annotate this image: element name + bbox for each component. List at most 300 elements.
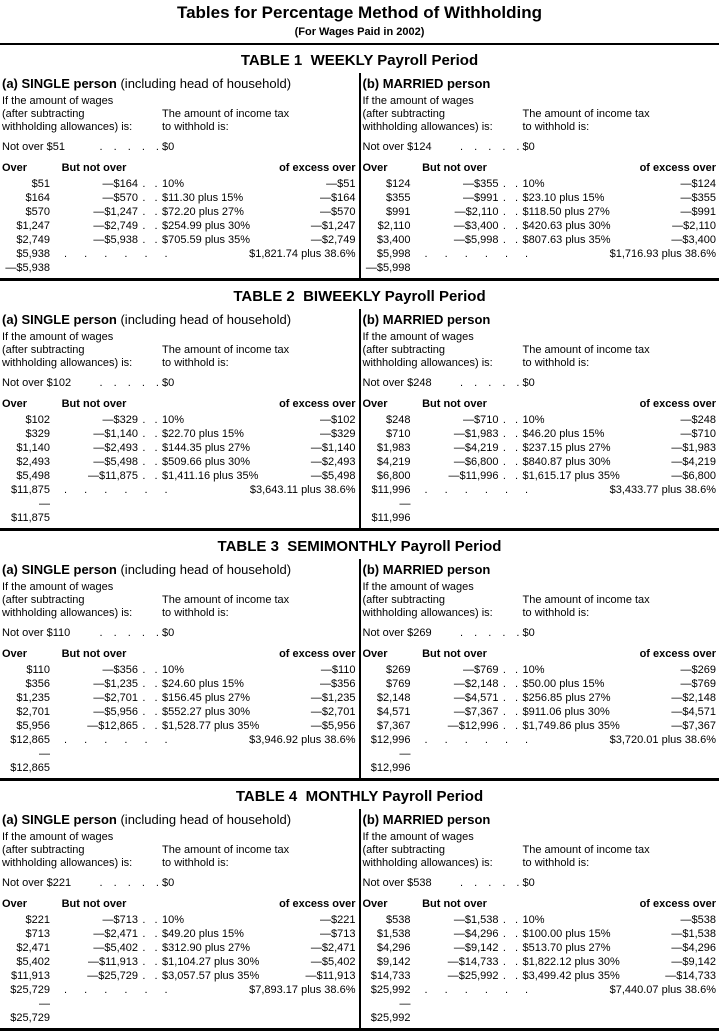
over-value: $538 <box>363 913 411 927</box>
table-body <box>0 73 719 278</box>
dot-leader: . . . . . <box>460 877 520 889</box>
not-over-label: Not over <box>363 377 405 389</box>
but-not-over-value: —$11,913 <box>50 955 138 969</box>
over-value: $9,142 <box>363 955 411 969</box>
dot-leader <box>162 247 249 261</box>
wages-line-3: withholding allowances) is: <box>2 857 162 870</box>
excess-over-value: —$2,148 <box>671 691 716 705</box>
tax-formula: $23.10 plus 15% <box>523 191 681 205</box>
over-value: $329 <box>2 427 50 441</box>
excess-over-value: —$570 <box>320 205 355 219</box>
dot-leader: . . <box>138 413 162 427</box>
over-value: $5,956 <box>2 719 50 733</box>
column-header-but-not-over: But not over <box>411 648 499 661</box>
tax-line-2: to withhold is: <box>523 357 650 370</box>
excess-over-value: —$5,498 <box>311 469 356 483</box>
not-over-label: Not over <box>2 141 44 153</box>
wages-description <box>2 331 162 370</box>
column-header-of-excess-over: of excess over <box>523 648 717 661</box>
dot-leader: . . <box>138 427 162 441</box>
but-not-over-value: . . . . . . <box>50 983 162 997</box>
header-rule <box>0 43 719 45</box>
table-body <box>0 559 719 778</box>
over-value: $5,938 <box>2 247 50 261</box>
but-not-over-value: —$1,140 <box>50 427 138 441</box>
column-header-of-excess-over: of excess over <box>523 162 717 175</box>
excess-over-value: —$2,701 <box>311 705 356 719</box>
dot-leader: . . <box>138 177 162 191</box>
wages-description <box>363 581 523 620</box>
bracket-row <box>363 455 717 469</box>
tax-formula: $509.66 plus 30% <box>162 455 311 469</box>
excess-over-value: —$5,998 <box>363 261 411 275</box>
bracket-row <box>363 191 717 205</box>
tax-formula: 10% <box>523 177 681 191</box>
dot-leader: . . <box>138 969 162 983</box>
but-not-over-value: —$1,235 <box>50 677 138 691</box>
but-not-over-value: —$25,992 <box>411 969 499 983</box>
bracket-row <box>2 469 356 483</box>
over-value: $124 <box>363 177 411 191</box>
dot-leader: . . <box>138 469 162 483</box>
tax-description <box>523 831 650 870</box>
dot-leader: . . <box>138 205 162 219</box>
column-header-over: Over <box>363 898 411 911</box>
bracket-rows <box>2 413 356 525</box>
tax-formula: $513.70 plus 27% <box>523 941 672 955</box>
wages-line-2: (after subtracting <box>363 594 523 607</box>
over-value: $102 <box>2 413 50 427</box>
bracket-row <box>363 663 717 677</box>
dot-leader: . . <box>138 441 162 455</box>
not-over-label: Not over <box>2 877 44 889</box>
tax-formula: $50.00 plus 15% <box>523 677 681 691</box>
not-over-row <box>363 377 717 389</box>
excess-over-value: —$1,140 <box>311 441 356 455</box>
dot-leader: . . <box>138 219 162 233</box>
over-value: $1,538 <box>363 927 411 941</box>
but-not-over-value: —$356 <box>50 663 138 677</box>
tax-line-2: to withhold is: <box>523 857 650 870</box>
column-header-over: Over <box>363 648 411 661</box>
tax-line-2: to withhold is: <box>162 607 289 620</box>
but-not-over-value: —$5,498 <box>50 455 138 469</box>
bracket-row <box>363 205 717 219</box>
excess-over-value: —$6,800 <box>671 469 716 483</box>
excess-over-value: —$12,996 <box>363 747 411 775</box>
but-not-over-value: —$710 <box>411 413 499 427</box>
but-not-over-value: . . . . . . <box>411 733 523 747</box>
over-value: $12,865 <box>2 733 50 747</box>
column-header-over: Over <box>363 162 411 175</box>
bracket-row <box>2 691 356 705</box>
over-value: $3,400 <box>363 233 411 247</box>
over-value: $11,875 <box>2 483 50 497</box>
zero-tax-value: $0 <box>523 377 535 389</box>
column-header-of-excess-over: of excess over <box>523 398 717 411</box>
over-value: $11,913 <box>2 969 50 983</box>
wages-line-1: If the amount of wages <box>2 581 162 594</box>
but-not-over-value: —$1,247 <box>50 205 138 219</box>
but-not-over-value: . . . . . . <box>50 247 162 261</box>
panel-heading-bold: (a) SINGLE person <box>2 76 117 91</box>
tax-formula: $118.50 plus 27% <box>523 205 681 219</box>
tax-formula: $911.06 plus 30% <box>523 705 672 719</box>
not-over-label: Not over <box>363 141 405 153</box>
excess-over-value: —$11,996 <box>363 497 411 525</box>
tax-description <box>162 831 289 870</box>
not-over-amount: $269 <box>407 627 431 639</box>
dot-leader: . . <box>138 691 162 705</box>
column-header-over: Over <box>2 648 50 661</box>
column-headers <box>363 398 717 411</box>
dot-leader: . . <box>499 427 523 441</box>
tax-formula: $254.99 plus 30% <box>162 219 311 233</box>
dot-leader: . . <box>499 927 523 941</box>
excess-over-value: —$2,749 <box>311 233 356 247</box>
column-headers <box>2 398 356 411</box>
bracket-row <box>2 191 356 205</box>
dot-leader: . . <box>138 663 162 677</box>
excess-over-value: —$538 <box>681 913 716 927</box>
excess-over-value: —$2,471 <box>311 941 356 955</box>
bracket-row <box>2 219 356 233</box>
bracket-row <box>2 983 356 1025</box>
wages-line-1: If the amount of wages <box>363 95 523 108</box>
bracket-rows <box>363 177 717 275</box>
tax-formula: $3,643.11 plus 38.6% <box>250 483 356 497</box>
bracket-row <box>363 983 717 1025</box>
dot-leader: . . <box>499 455 523 469</box>
excess-over-value: —$1,247 <box>311 219 356 233</box>
dot-leader: . . <box>499 955 523 969</box>
but-not-over-value: —$2,471 <box>50 927 138 941</box>
wage-conditions <box>363 581 717 620</box>
dot-leader: . . <box>138 233 162 247</box>
tax-formula: $3,946.92 plus 38.6% <box>249 733 355 747</box>
dot-leader: . . . . . <box>460 627 520 639</box>
bracket-rows <box>363 413 717 525</box>
tax-formula: $256.85 plus 27% <box>523 691 672 705</box>
panel-heading-bold: (a) SINGLE person <box>2 562 117 577</box>
but-not-over-value: —$991 <box>411 191 499 205</box>
panel-heading-bold: (b) MARRIED person <box>363 312 491 327</box>
not-over-lead <box>2 377 159 389</box>
table-title: TABLE 2 BIWEEKLY Payroll Period <box>0 288 719 305</box>
but-not-over-value: —$4,219 <box>411 441 499 455</box>
but-not-over-value: —$4,296 <box>411 927 499 941</box>
excess-over-value: —$4,219 <box>671 455 716 469</box>
over-value: $991 <box>363 205 411 219</box>
excess-over-value: —$710 <box>681 427 716 441</box>
wage-conditions <box>363 95 717 134</box>
wages-line-3: withholding allowances) is: <box>2 607 162 620</box>
not-over-lead <box>2 877 159 889</box>
wages-line-3: withholding allowances) is: <box>2 121 162 134</box>
tax-formula: $11.30 plus 15% <box>162 191 320 205</box>
bracket-row <box>363 719 717 733</box>
payroll-table-section <box>0 288 719 531</box>
column-header-of-excess-over: of excess over <box>162 898 356 911</box>
bracket-row <box>2 247 356 275</box>
bracket-row <box>363 677 717 691</box>
column-headers <box>2 898 356 911</box>
bracket-row <box>2 427 356 441</box>
not-over-row <box>363 141 717 153</box>
excess-over-value: —$4,571 <box>671 705 716 719</box>
dot-leader <box>523 733 610 747</box>
bracket-row <box>363 247 717 275</box>
not-over-label: Not over <box>2 627 44 639</box>
excess-over-value: —$110 <box>321 663 356 677</box>
tax-formula: 10% <box>162 913 320 927</box>
excess-over-value: —$991 <box>681 205 716 219</box>
bracket-row <box>2 955 356 969</box>
column-headers <box>2 648 356 661</box>
over-value: $221 <box>2 913 50 927</box>
column-header-over: Over <box>2 898 50 911</box>
over-value: $5,402 <box>2 955 50 969</box>
but-not-over-value: —$1,538 <box>411 913 499 927</box>
column-headers <box>2 162 356 175</box>
bracket-rows <box>2 913 356 1025</box>
panel-heading <box>2 562 356 577</box>
over-value: $355 <box>363 191 411 205</box>
dot-leader: . . <box>499 941 523 955</box>
wages-line-2: (after subtracting <box>363 844 523 857</box>
wages-line-3: withholding allowances) is: <box>2 357 162 370</box>
panel-heading <box>363 312 717 327</box>
married-panel <box>361 309 719 528</box>
dot-leader: . . <box>138 955 162 969</box>
column-header-but-not-over: But not over <box>50 398 138 411</box>
over-value: $25,992 <box>363 983 411 997</box>
panel-heading-rest: (including head of household) <box>117 312 291 327</box>
wages-line-3: withholding allowances) is: <box>363 357 523 370</box>
not-over-amount: $102 <box>47 377 71 389</box>
tax-description <box>523 331 650 370</box>
dot-leader: . . <box>499 219 523 233</box>
tax-formula: $807.63 plus 35% <box>523 233 672 247</box>
panel-heading <box>2 312 356 327</box>
bracket-row <box>363 233 717 247</box>
but-not-over-value: —$2,110 <box>411 205 499 219</box>
but-not-over-value: —$355 <box>411 177 499 191</box>
over-value: $11,996 <box>363 483 411 497</box>
over-value: $2,148 <box>363 691 411 705</box>
wage-conditions <box>2 581 356 620</box>
not-over-lead <box>363 377 520 389</box>
dot-leader: . . <box>499 913 523 927</box>
but-not-over-value: —$3,400 <box>411 219 499 233</box>
column-headers <box>363 898 717 911</box>
column-header-of-excess-over: of excess over <box>162 648 356 661</box>
not-over-label: Not over <box>2 377 44 389</box>
tax-formula: $705.59 plus 35% <box>162 233 311 247</box>
but-not-over-value: . . . . . . <box>50 483 162 497</box>
tax-line-2: to withhold is: <box>162 121 289 134</box>
excess-over-value: —$1,235 <box>311 691 356 705</box>
column-header-but-not-over: But not over <box>50 648 138 661</box>
over-value: $4,571 <box>363 705 411 719</box>
not-over-label: Not over <box>363 627 405 639</box>
tax-formula: $1,821.74 plus 38.6% <box>249 247 355 261</box>
but-not-over-value: —$5,998 <box>411 233 499 247</box>
not-over-amount: $51 <box>47 141 65 153</box>
bracket-rows <box>2 663 356 775</box>
over-value: $164 <box>2 191 50 205</box>
excess-over-value: —$269 <box>681 663 716 677</box>
wages-line-2: (after subtracting <box>2 108 162 121</box>
but-not-over-value: —$329 <box>50 413 138 427</box>
tax-formula: 10% <box>162 663 321 677</box>
wage-conditions <box>2 331 356 370</box>
over-value: $7,367 <box>363 719 411 733</box>
column-header-but-not-over: But not over <box>411 162 499 175</box>
but-not-over-value: —$12,996 <box>411 719 499 733</box>
over-value: $570 <box>2 205 50 219</box>
tax-description <box>162 331 289 370</box>
dot-leader: . . <box>499 177 523 191</box>
but-not-over-value: . . . . . . <box>50 733 162 747</box>
wage-conditions <box>2 831 356 870</box>
column-header-of-excess-over: of excess over <box>162 162 356 175</box>
not-over-text <box>2 141 65 153</box>
over-value: $5,498 <box>2 469 50 483</box>
tax-formula: $1,822.12 plus 30% <box>523 955 672 969</box>
column-header-over: Over <box>2 162 50 175</box>
bracket-row <box>2 177 356 191</box>
bracket-row <box>363 469 717 483</box>
not-over-amount: $248 <box>407 377 431 389</box>
payroll-table-section <box>0 52 719 281</box>
tax-formula: $1,615.17 plus 35% <box>523 469 672 483</box>
page-subtitle: (For Wages Paid in 2002) <box>0 26 719 38</box>
dot-leader <box>523 483 610 497</box>
over-value: $356 <box>2 677 50 691</box>
not-over-row <box>2 627 356 639</box>
zero-tax-value: $0 <box>523 627 535 639</box>
panel-heading <box>363 562 717 577</box>
not-over-row <box>2 877 356 889</box>
but-not-over-value: —$713 <box>50 913 138 927</box>
not-over-row <box>363 627 717 639</box>
over-value: $1,235 <box>2 691 50 705</box>
column-header-but-not-over: But not over <box>50 162 138 175</box>
tax-formula: $3,057.57 plus 35% <box>162 969 306 983</box>
but-not-over-value: —$164 <box>50 177 138 191</box>
excess-over-value: —$5,402 <box>311 955 356 969</box>
dot-leader: . . <box>499 969 523 983</box>
column-header-but-not-over: But not over <box>411 898 499 911</box>
but-not-over-value: —$14,733 <box>411 955 499 969</box>
wages-description <box>363 95 523 134</box>
bracket-row <box>363 691 717 705</box>
tax-formula: 10% <box>523 663 681 677</box>
but-not-over-value: —$12,865 <box>50 719 138 733</box>
not-over-amount: $124 <box>407 141 431 153</box>
not-over-lead <box>2 627 159 639</box>
wages-line-2: (after subtracting <box>2 344 162 357</box>
excess-over-value: —$124 <box>681 177 716 191</box>
bracket-row <box>2 913 356 927</box>
dot-leader: . . . . . <box>99 377 159 389</box>
tax-formula: $420.63 plus 30% <box>523 219 673 233</box>
single-panel <box>0 73 359 278</box>
single-panel <box>0 309 359 528</box>
tax-formula: $3,433.77 plus 38.6% <box>610 483 716 497</box>
not-over-text <box>363 377 432 389</box>
bracket-row <box>363 927 717 941</box>
tax-line-1: The amount of income tax <box>523 344 650 357</box>
not-over-lead <box>363 877 520 889</box>
excess-over-value: —$248 <box>681 413 716 427</box>
not-over-row <box>2 377 356 389</box>
not-over-text <box>2 627 70 639</box>
bracket-row <box>363 941 717 955</box>
dot-leader: . . <box>138 719 162 733</box>
column-header-of-excess-over: of excess over <box>523 898 717 911</box>
over-value: $6,800 <box>363 469 411 483</box>
over-value: $1,247 <box>2 219 50 233</box>
bracket-rows <box>363 663 717 775</box>
panel-heading-rest: (including head of household) <box>117 562 291 577</box>
not-over-text <box>363 141 432 153</box>
over-value: $269 <box>363 663 411 677</box>
dot-leader: . . <box>499 469 523 483</box>
excess-over-value: —$25,992 <box>363 997 411 1025</box>
tax-formula: 10% <box>523 413 681 427</box>
tax-line-2: to withhold is: <box>162 357 289 370</box>
but-not-over-value: —$5,956 <box>50 705 138 719</box>
dot-leader: . . <box>499 441 523 455</box>
tax-line-2: to withhold is: <box>162 857 289 870</box>
panel-heading <box>2 812 356 827</box>
over-value: $2,749 <box>2 233 50 247</box>
bracket-row <box>2 927 356 941</box>
tax-formula: $1,716.93 plus 38.6% <box>610 247 716 261</box>
excess-over-value: —$164 <box>320 191 355 205</box>
but-not-over-value: —$769 <box>411 663 499 677</box>
married-panel <box>361 809 719 1028</box>
panel-heading <box>2 76 356 91</box>
wages-line-2: (after subtracting <box>2 844 162 857</box>
over-value: $2,701 <box>2 705 50 719</box>
column-header-but-not-over: But not over <box>50 898 138 911</box>
dot-leader: . . <box>499 663 523 677</box>
dot-leader: . . <box>138 941 162 955</box>
excess-over-value: —$102 <box>320 413 355 427</box>
over-value: $2,493 <box>2 455 50 469</box>
tax-formula: 10% <box>523 913 681 927</box>
payroll-table-section <box>0 788 719 1031</box>
over-value: $248 <box>363 413 411 427</box>
but-not-over-value: —$2,493 <box>50 441 138 455</box>
dot-leader <box>523 983 610 997</box>
bracket-row <box>2 719 356 733</box>
but-not-over-value: —$570 <box>50 191 138 205</box>
tax-formula: $1,749.86 plus 35% <box>523 719 672 733</box>
but-not-over-value: —$2,749 <box>50 219 138 233</box>
excess-over-value: —$769 <box>681 677 716 691</box>
dot-leader: . . <box>499 205 523 219</box>
dot-leader: . . <box>499 705 523 719</box>
excess-over-value: —$9,142 <box>671 955 716 969</box>
bracket-row <box>2 441 356 455</box>
bracket-rows <box>363 913 717 1025</box>
not-over-text <box>2 377 71 389</box>
tax-line-1: The amount of income tax <box>523 844 650 857</box>
